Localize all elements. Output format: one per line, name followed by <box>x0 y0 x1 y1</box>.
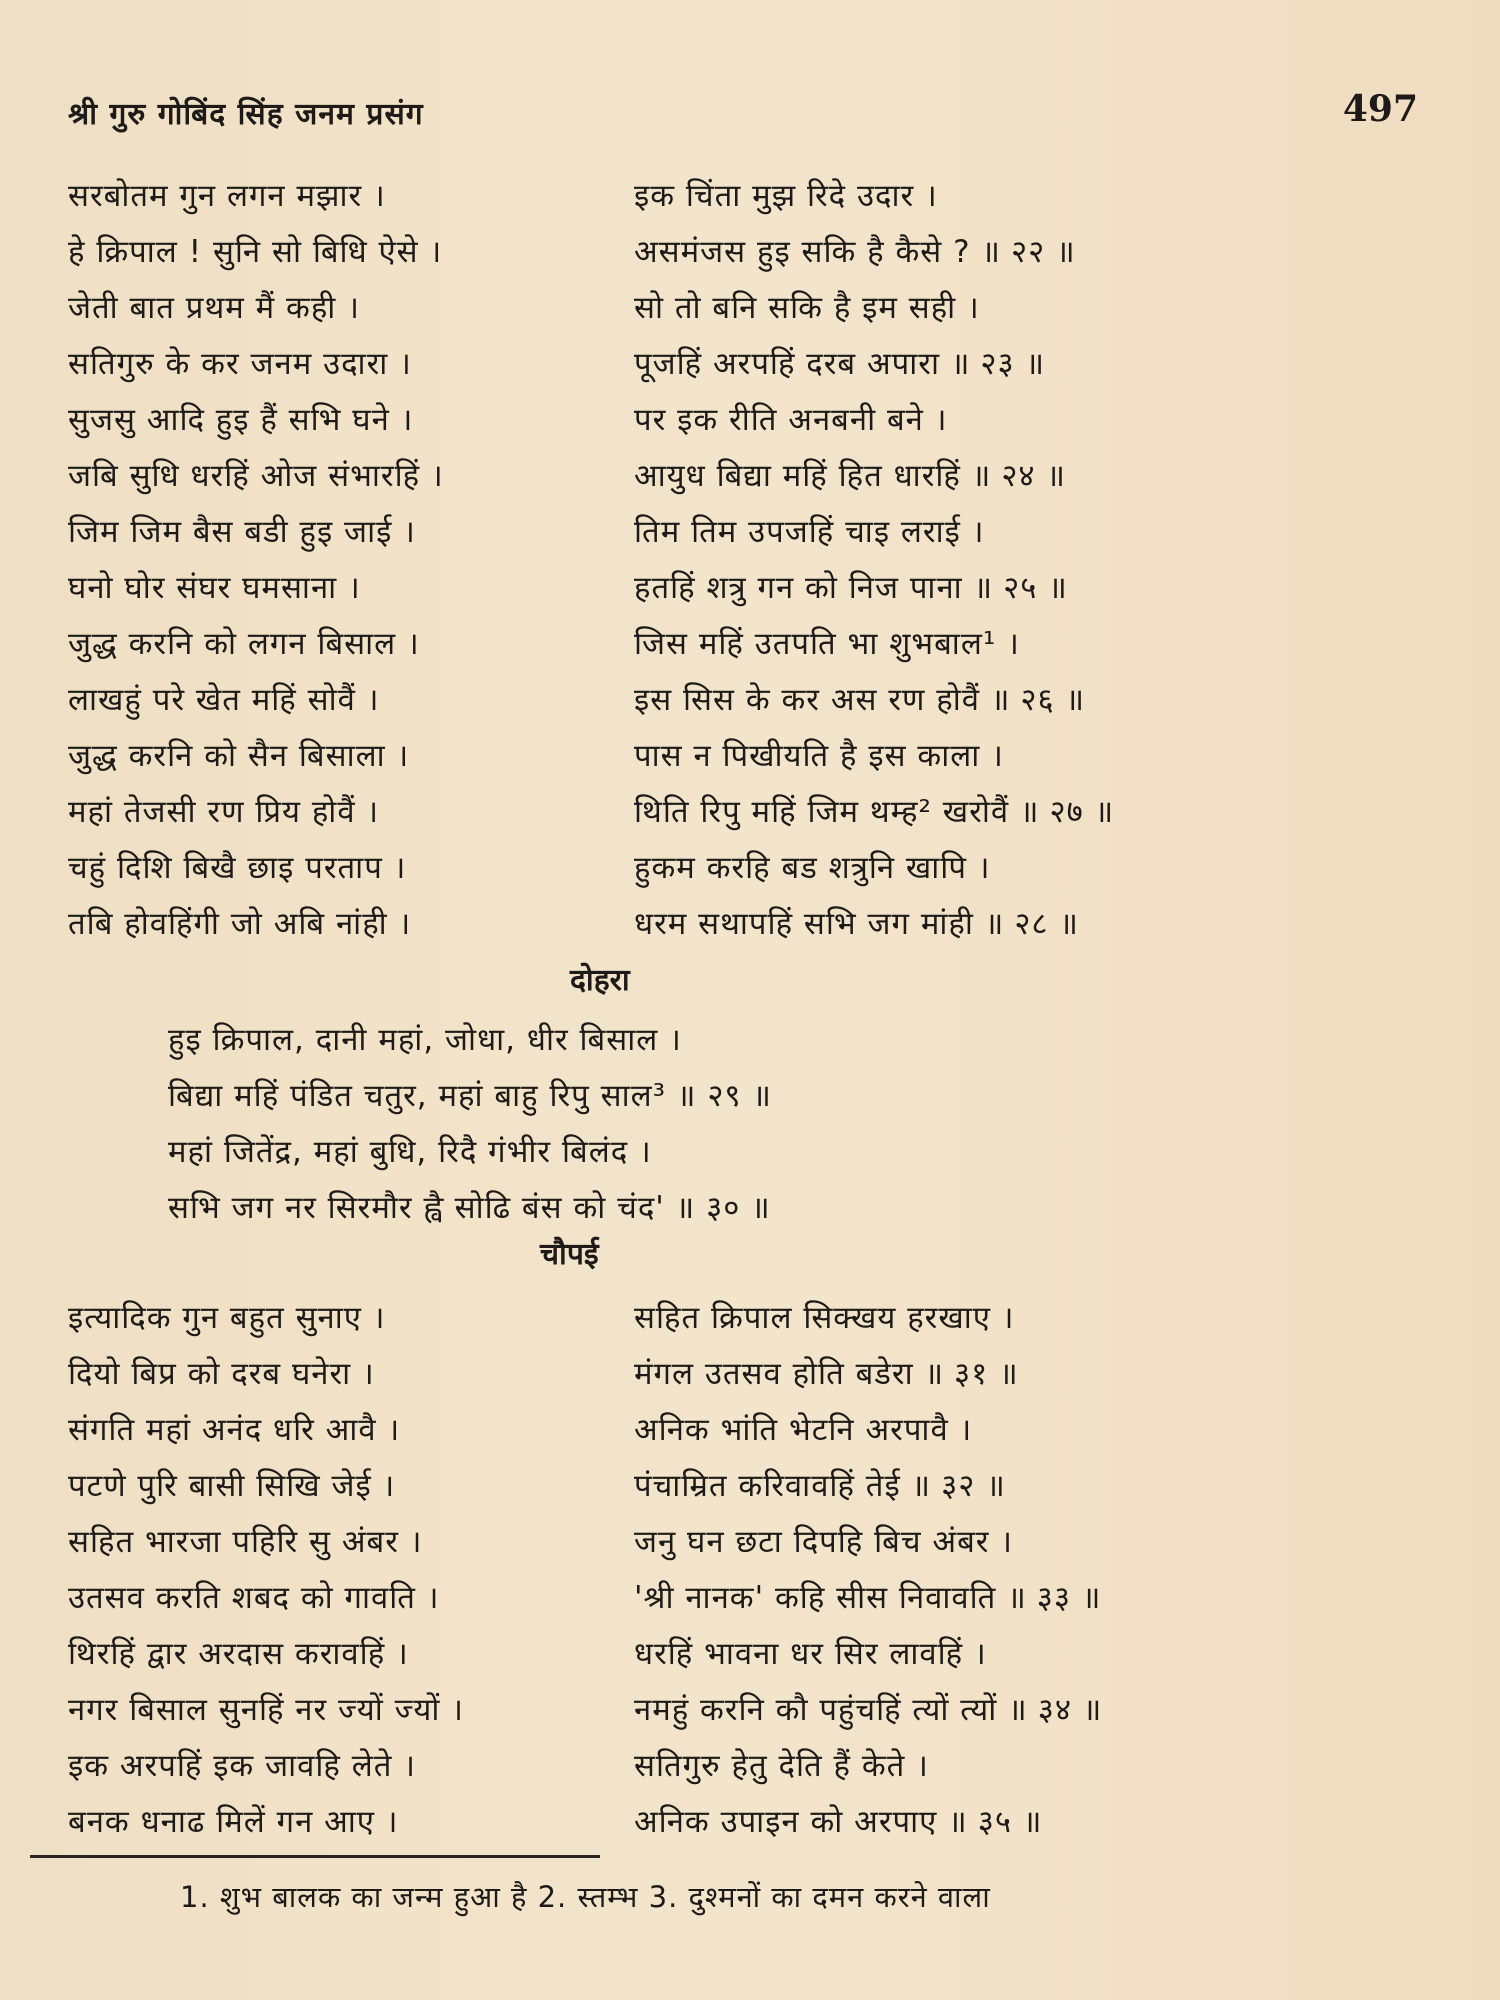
verse-first-half: थिरहिं द्वार अरदास करावहिं । <box>68 1636 409 1672</box>
verse-first-half: सरबोतम गुन लगन मझार । <box>68 178 386 214</box>
chaupai-verses-2 <box>68 1290 1448 1850</box>
page-header <box>68 88 1428 142</box>
verse-line <box>68 672 1448 728</box>
verse-first-half: इक अरपहिं इक जावहि लेते । <box>68 1748 416 1784</box>
verse-line <box>68 1738 1448 1794</box>
verse-line <box>68 224 1448 280</box>
footnotes: 1. शुभ बालक का जन्म हुआ है 2. स्तम्भ 3. दुश्मनों का दमन करने वाला <box>180 1880 991 1914</box>
verse-number: २६ ॥ <box>1020 682 1086 718</box>
verse-line <box>68 560 1448 616</box>
verse-second-half: 'श्री नानक' कहि सीस निवावति ॥ <box>634 1580 1027 1616</box>
verse-line <box>68 1402 1448 1458</box>
verse-number: २८ ॥ <box>1014 906 1079 942</box>
verse-first-half: बनक धनाढ मिलें गन आए । <box>68 1804 399 1840</box>
verse-first-half: घनो घोर संघर घमसाना । <box>68 570 361 606</box>
verse-line <box>68 616 1448 672</box>
verse-second-half: जिस महिं उतपति भा शुभबाल¹ । <box>634 626 1020 662</box>
verse-line <box>68 1290 1448 1346</box>
verse-first-half: उतसव करति शबद को गावति । <box>68 1580 440 1616</box>
verse-line <box>68 504 1448 560</box>
verse-first-half: पटणे पुरि बासी सिखि जेई । <box>68 1468 396 1504</box>
doha-verses <box>168 1012 1168 1236</box>
verse-second-half: सो तो बनि सकि है इम सही । <box>634 290 980 326</box>
verse-second-half: पूजहिं अरपहिं दरब अपारा ॥ <box>634 346 971 382</box>
verse-first-half: जबि सुधि धरहिं ओज संभारहिं । <box>68 458 444 494</box>
verse-line <box>68 1626 1448 1682</box>
doha-line: सभि जग नर सिरमौर ह्वै सोढि बंस को चंद' ॥ ३० ॥ <box>168 1190 771 1226</box>
verse-second-half: पास न पिखीयति है इस काला । <box>634 738 1004 774</box>
verse-first-half: जिम जिम बैस बडी हुइ जाई । <box>68 514 416 550</box>
verse-number: २३ ॥ <box>980 346 1046 382</box>
verse-second-half: सहित क्रिपाल सिक्खय हरखाए । <box>634 1300 1015 1336</box>
verse-line <box>68 728 1448 784</box>
verse-second-half: पंचाम्रित करिवावहिं तेई ॥ <box>634 1468 932 1504</box>
verse-second-half: धरहिं भावना धर सिर लावहिं । <box>634 1636 987 1672</box>
verse-line <box>68 1794 1448 1850</box>
verse-first-half: महां तेजसी रण प्रिय होवैं । <box>68 794 380 830</box>
doha-line: महां जितेंद्र, महां बुधि, रिदै गंभीर बिलंद । <box>168 1134 652 1170</box>
verse-number: ३१ ॥ <box>954 1356 1019 1392</box>
doha-heading: दोहरा <box>570 963 630 998</box>
verse-line <box>68 784 1448 840</box>
verse-line <box>68 840 1448 896</box>
verse-line <box>68 336 1448 392</box>
verse-first-half: जेती बात प्रथम मैं कही । <box>68 290 360 326</box>
verse-second-half: नमहुं करनि कौ पहुंचहिं त्यों त्यों ॥ <box>634 1692 1028 1728</box>
verse-first-half: जुद्ध करनि को सैन बिसाला । <box>68 738 410 774</box>
verse-line <box>68 448 1448 504</box>
running-title: श्री गुरु गोबिंद सिंह जनम प्रसंग <box>68 97 424 132</box>
doha-line: हुइ क्रिपाल, दानी महां, जोधा, धीर बिसाल । <box>168 1022 682 1058</box>
verse-second-half: हतहिं शत्रु गन को निज पाना ॥ <box>634 570 994 606</box>
verse-first-half: तबि होवहिंगी जो अबि नांही । <box>68 906 412 942</box>
verse-line <box>68 280 1448 336</box>
verse-second-half: मंगल उतसव होति बडेरा ॥ <box>634 1356 945 1392</box>
verse-second-half: जनु घन छटा दिपहि बिच अंबर । <box>634 1524 1014 1560</box>
verse-line <box>68 1458 1448 1514</box>
doha-line: बिद्या महिं पंडित चतुर, महां बाहु रिपु साल³ ॥ २९ ॥ <box>168 1078 772 1114</box>
verse-second-half: इस सिस के कर अस रण होवैं ॥ <box>634 682 1011 718</box>
footnote-divider <box>30 1855 600 1858</box>
verse-second-half: आयुध बिद्या महिं हित धारहिं ॥ <box>634 458 992 494</box>
verse-number: २७ ॥ <box>1049 794 1115 830</box>
verse-second-half: थिति रिपु महिं जिम थम्ह² खरोवैं ॥ <box>634 794 1040 830</box>
verse-first-half: सहित भारजा पहिरि सु अंबर । <box>68 1524 423 1560</box>
verse-line <box>68 1570 1448 1626</box>
verse-first-half: दियो बिप्र को दरब घनेरा । <box>68 1356 375 1392</box>
verse-number: २५ ॥ <box>1003 570 1068 606</box>
verse-line <box>68 1346 1448 1402</box>
verse-second-half: हुकम करहि बड शत्रुनि खापि । <box>634 850 991 886</box>
verse-second-half: इक चिंता मुझ रिदे उदार । <box>634 178 938 214</box>
verse-second-half: असमंजस हुइ सकि है कैसे ? ॥ <box>634 234 1001 270</box>
verse-first-half: संगति महां अनंद धरि आवै । <box>68 1412 401 1448</box>
verse-number: ३२ ॥ <box>941 1468 1006 1504</box>
verse-first-half: हे क्रिपाल ! सुनि सो बिधि ऐसे । <box>68 234 443 270</box>
verse-first-half: लाखहुं परे खेत महिं सोवैं । <box>68 682 380 718</box>
chaupai-heading: चौपई <box>540 1237 599 1272</box>
verse-first-half: चहुं दिशि बिखै छाइ परताप । <box>68 850 407 886</box>
verse-line <box>68 896 1448 952</box>
verse-second-half: अनिक उपाइन को अरपाए ॥ <box>634 1804 968 1840</box>
verse-number: ३५ ॥ <box>977 1804 1043 1840</box>
verse-line <box>68 1682 1448 1738</box>
page-number: 497 <box>1342 88 1418 130</box>
verse-first-half: इत्यादिक गुन बहुत सुनाए । <box>68 1300 386 1336</box>
verse-second-half: धरम सथापहिं सभि जग मांही ॥ <box>634 906 1005 942</box>
verse-first-half: सतिगुरु के कर जनम उदारा । <box>68 346 412 382</box>
verse-line <box>68 1514 1448 1570</box>
verse-line <box>68 168 1448 224</box>
verse-number: २४ ॥ <box>1001 458 1066 494</box>
verse-second-half: सतिगुरु हेतु देति हैं केते । <box>634 1748 929 1784</box>
verse-number: २२ ॥ <box>1010 234 1076 270</box>
verse-line <box>68 392 1448 448</box>
verse-first-half: नगर बिसाल सुनहिं नर ज्यों ज्यों । <box>68 1692 464 1728</box>
verse-first-half: जुद्ध करनि को लगन बिसाल । <box>68 626 420 662</box>
verse-first-half: सुजसु आदि हुइ हैं सभि घने । <box>68 402 414 438</box>
verse-second-half: पर इक रीति अनबनी बने । <box>634 402 948 438</box>
verse-second-half: तिम तिम उपजहिं चाइ लराई । <box>634 514 985 550</box>
verse-second-half: अनिक भांति भेटनि अरपावै । <box>634 1412 973 1448</box>
verse-number: ३३ ॥ <box>1036 1580 1102 1616</box>
chaupai-verses-1 <box>68 168 1448 952</box>
verse-number: ३४ ॥ <box>1037 1692 1103 1728</box>
